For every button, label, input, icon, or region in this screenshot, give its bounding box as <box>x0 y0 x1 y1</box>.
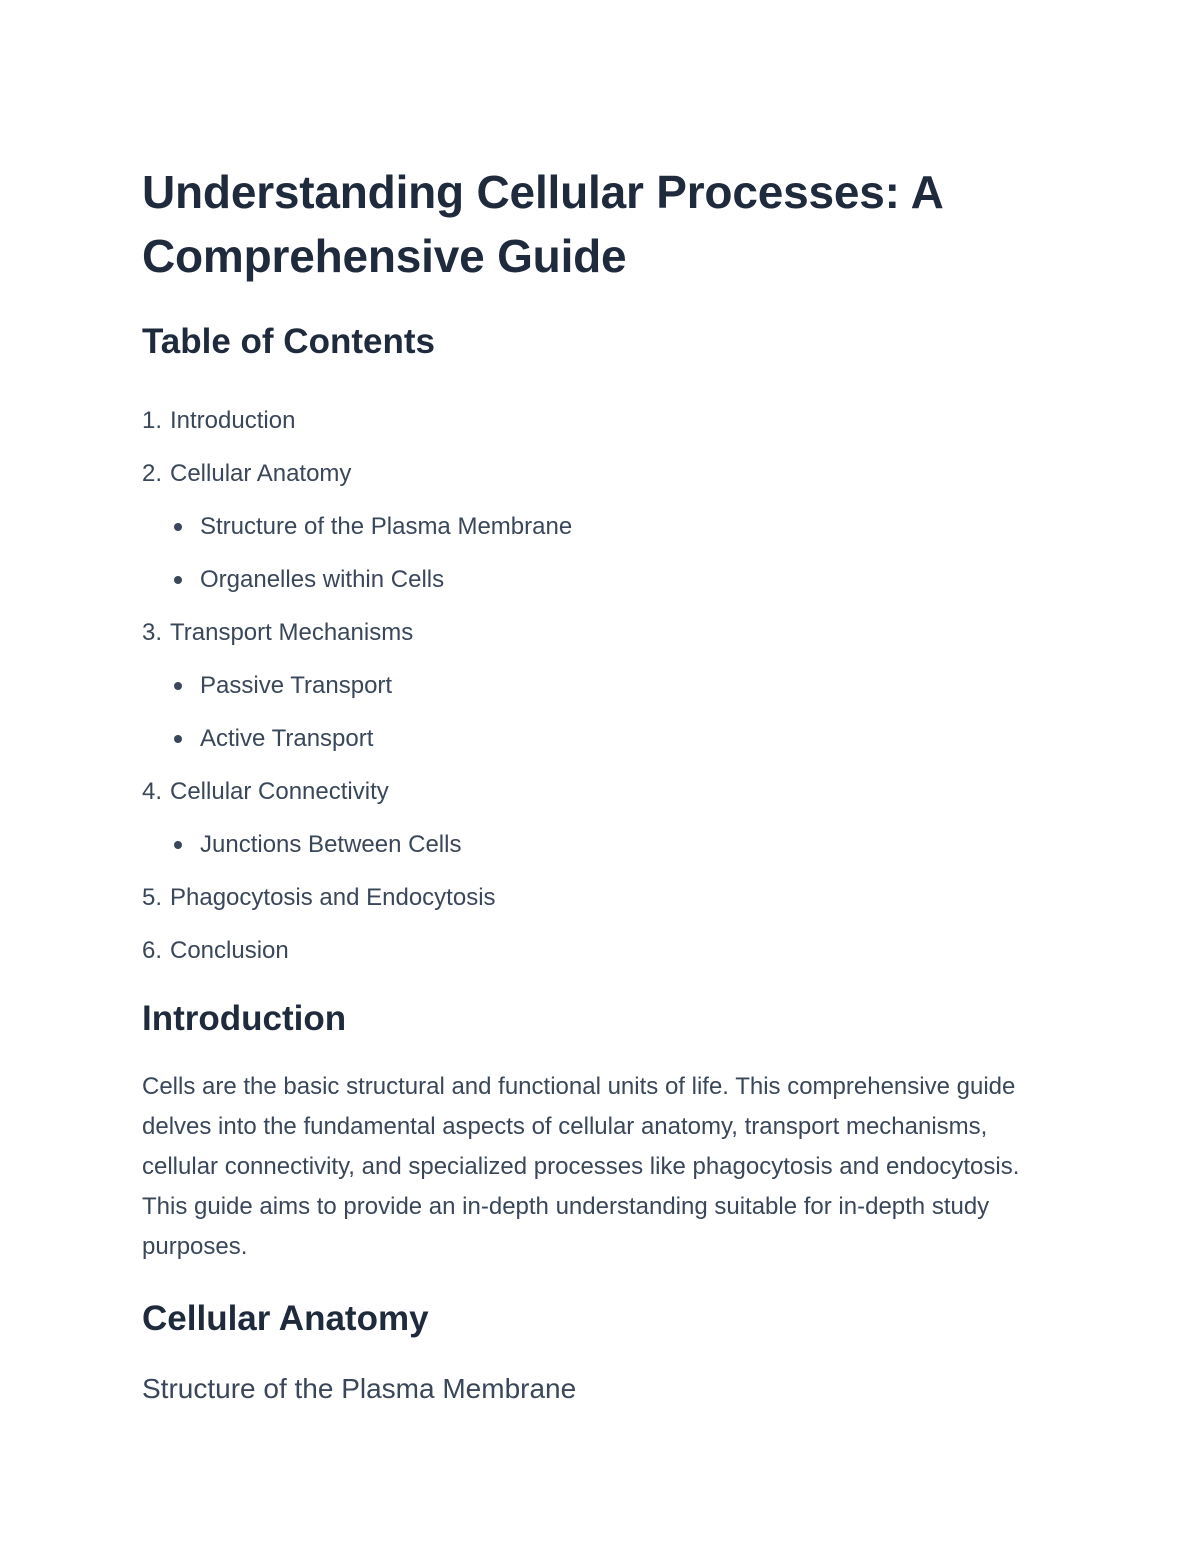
introduction-paragraph: Cells are the basic structural and functional units of life. This comprehensive guide delves into the fundamental aspects of cellular anatomy, transport mechanisms, cellular connectivity, and specialized processes like phagocytosis and endocytosis. This guide aims to provide an in-depth understanding suitable for in-depth study purposes. <box>142 1073 1020 1260</box>
toc-label: Transport Mechanisms <box>170 619 414 646</box>
toc-sublabel: Junctions Between Cells <box>200 831 462 858</box>
table-of-contents <box>142 394 1042 977</box>
toc-subitem <box>172 712 1042 765</box>
toc-label: Cellular Anatomy <box>170 460 352 487</box>
toc-number: 3. <box>142 619 163 646</box>
toc-subitem <box>172 553 1042 606</box>
document-title: Understanding Cellular Processes: A Comprehensive Guide <box>142 166 942 282</box>
toc-item-conclusion <box>142 924 1042 977</box>
document-page <box>142 160 1042 1407</box>
bullet-icon <box>174 523 182 531</box>
introduction-heading: Introduction <box>142 999 347 1038</box>
cellular-anatomy-heading: Cellular Anatomy <box>142 1299 429 1338</box>
toc-label: Introduction <box>170 407 296 434</box>
toc-label: Phagocytosis and Endocytosis <box>170 884 496 911</box>
toc-item-phagocytosis <box>142 871 1042 924</box>
bullet-icon <box>174 682 182 690</box>
toc-item-cellular-connectivity <box>142 765 1042 871</box>
plasma-membrane-subheading: Structure of the Plasma Membrane <box>142 1373 577 1404</box>
bullet-icon <box>174 841 182 849</box>
toc-sublabel: Organelles within Cells <box>200 566 445 593</box>
toc-number: 1. <box>142 407 163 434</box>
toc-subitem <box>172 818 1042 871</box>
toc-subitem <box>172 659 1042 712</box>
toc-sublist <box>142 818 1042 871</box>
toc-sublist <box>142 500 1042 606</box>
toc-label: Conclusion <box>170 937 289 964</box>
toc-number: 4. <box>142 778 163 805</box>
toc-item-cellular-anatomy <box>142 447 1042 606</box>
toc-item-transport-mechanisms <box>142 606 1042 765</box>
bullet-icon <box>174 735 182 743</box>
toc-number: 6. <box>142 937 163 964</box>
toc-sublabel: Structure of the Plasma Membrane <box>200 513 573 540</box>
toc-item-introduction <box>142 394 1042 447</box>
toc-sublabel: Active Transport <box>200 725 374 752</box>
toc-number: 5. <box>142 884 163 911</box>
bullet-icon <box>174 576 182 584</box>
toc-subitem <box>172 500 1042 553</box>
toc-label: Cellular Connectivity <box>170 778 389 805</box>
toc-heading: Table of Contents <box>142 322 435 361</box>
toc-sublist <box>142 659 1042 765</box>
toc-sublabel: Passive Transport <box>200 672 393 699</box>
toc-number: 2. <box>142 460 163 487</box>
